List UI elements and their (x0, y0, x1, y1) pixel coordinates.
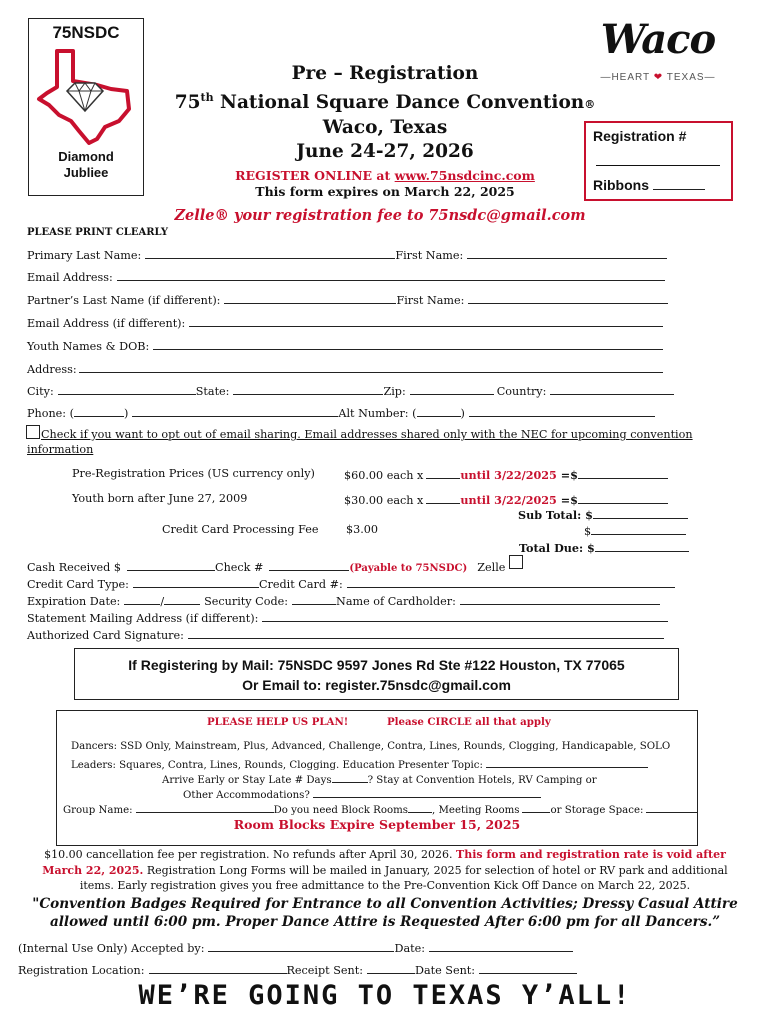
partner-first-name-field[interactable] (468, 292, 668, 304)
youth-amount-field[interactable] (578, 492, 668, 504)
address-field[interactable] (79, 361, 663, 373)
register-online-link[interactable]: www.75nsdcinc.com (394, 168, 535, 183)
cardholder-field[interactable] (460, 593, 660, 605)
total-due-row: Total Due: $ (519, 540, 689, 555)
city-row: City: State: Zip: Country: (27, 383, 674, 398)
internal-location-row: Registration Location: Receipt Sent: Date Sent: (18, 962, 577, 977)
plan-help: PLEASE HELP US PLAN! (207, 716, 349, 728)
youth-field[interactable] (153, 338, 663, 350)
arrive-row: Arrive Early or Stay Late # Days ? Stay at Convention Hotels, RV Camping or (162, 771, 597, 786)
notes-line-3: items. Early registration gives you free admittance to the Pre-Convention Kick Off Dance on March 22, 2025. (79, 879, 691, 892)
registration-number-label: Registration # (593, 128, 687, 144)
receipt-sent-field[interactable] (367, 962, 415, 974)
logo-subtitle-2: Jubliee (63, 165, 109, 180)
cc-fee-amount: $3.00 (346, 523, 379, 536)
notes-line-2: March 22, 2025. Registration Long Forms will be mailed in January, 2025 for selection of hotel or RV park and additional (42, 863, 728, 877)
pre-registration-calc: $60.00 each x until 3/22/2025 =$ (344, 467, 668, 482)
card-type-field[interactable] (133, 576, 259, 588)
date-sent-field[interactable] (479, 962, 577, 974)
waco-tag-left: HEART (611, 72, 650, 83)
page-title (150, 62, 620, 163)
phone-area-field[interactable] (74, 405, 124, 417)
expiry-row: Expiration Date: / Security Code: Name of Cardholder: (27, 593, 660, 608)
total-due-field[interactable] (595, 540, 689, 552)
mail-box (74, 648, 679, 700)
leaders-row (71, 756, 648, 771)
cash-field[interactable] (127, 559, 215, 571)
form-expiry: This form expires on March 22, 2025 (255, 184, 515, 199)
city-field[interactable] (58, 383, 196, 395)
pre-registration-label: Pre-Registration Prices (US currency only) (72, 467, 315, 480)
youth-row: Youth Names & DOB: (27, 338, 663, 353)
badge-note-1: "Convention Badges Required for Entrance to all Convention Activities; Dressy Casual Attire (32, 896, 738, 912)
badge-note (20, 895, 750, 931)
internal-date-field[interactable] (429, 940, 573, 952)
primary-first-name-field[interactable] (467, 247, 667, 259)
registration-number-line[interactable] (596, 165, 720, 166)
pre-registration-amount-field[interactable] (578, 467, 668, 479)
dancers-options[interactable]: Dancers: SSD Only, Mainstream, Plus, Advanced, Challenge, Contra, Lines, Rounds, Clogging, Handicapable, SOLO (71, 741, 671, 752)
ribbons-row: Ribbons (593, 177, 705, 193)
footer-slogan: WE’RE GOING TO TEXAS Y’ALL! (138, 980, 632, 1011)
cash-row: Cash Received $ Check # (Payable to 75NSDC) Zelle (27, 561, 506, 574)
primary-last-name-field[interactable] (145, 247, 395, 259)
email-field[interactable] (117, 269, 665, 281)
alt-number-field[interactable] (469, 405, 655, 417)
other-row: Other Accommodations? (183, 786, 541, 801)
partner-last-name-field[interactable] (224, 292, 396, 304)
zip-field[interactable] (410, 383, 494, 395)
group-name-field[interactable] (136, 801, 274, 813)
plan-circle: Please CIRCLE all that apply (387, 716, 551, 728)
partner-row: Partner’s Last Name (if different): First Name: (27, 292, 668, 307)
waco-tagline: —HEART ❤ TEXAS— (600, 72, 716, 83)
texas-map-icon (35, 47, 137, 147)
optout-text-1: Check if you want to opt out of email sharing. Email addresses shared only with the NEC for upcoming convention (41, 428, 693, 441)
email-row: Email Address: (27, 269, 665, 284)
card-number-field[interactable] (347, 576, 675, 588)
zelle-note: Zelle® your registration fee to 75nsdc@gmail.com (174, 207, 586, 224)
heart-icon: ❤ (653, 72, 664, 83)
plan-box (56, 710, 698, 846)
cc-fee-row: $ (584, 523, 686, 538)
phone-field[interactable] (132, 405, 338, 417)
notes-line-1: $10.00 cancellation fee per registration. No refunds after April 30, 2026. This form and registration rate is void after (44, 848, 726, 861)
register-online: REGISTER ONLINE at www.75nsdcinc.com (235, 168, 535, 183)
zelle-checkbox[interactable] (509, 555, 523, 569)
block-rooms-field[interactable] (408, 801, 432, 813)
other-accommodations-field[interactable] (313, 786, 541, 798)
registration-location-field[interactable] (149, 962, 287, 974)
mail-email: Or Email to: register.75nsdc@gmail.com (242, 677, 511, 693)
youth-price-calc: $30.00 each x until 3/22/2025 =$ (344, 492, 668, 507)
logo-title: 75NSDC (52, 23, 120, 42)
youth-price-label: Youth born after June 27, 2009 (72, 492, 248, 505)
primary-name-row: Primary Last Name: First Name: (27, 247, 667, 262)
leaders-options[interactable]: Leaders: Squares, Contra, Lines, Rounds, Clogging. Education Presenter Topic: (71, 760, 483, 771)
signature-row: Authorized Card Signature: (27, 627, 664, 642)
email2-field[interactable] (189, 315, 663, 327)
internal-accepted-row: (Internal Use Only) Accepted by: Date: (18, 940, 573, 955)
optout-text-2: information (27, 443, 94, 456)
state-field[interactable] (233, 383, 383, 395)
pre-registration-qty-field[interactable] (426, 467, 460, 479)
logo-subtitle-1: Diamond (58, 149, 114, 164)
subtotal-field[interactable] (593, 507, 688, 519)
mailing-address-field[interactable] (262, 610, 668, 622)
days-field[interactable] (332, 771, 368, 783)
group-row: Group Name: Do you need Block Rooms , Meeting Rooms or Storage Space: (63, 801, 698, 816)
title-line-1: Pre – Registration (291, 63, 479, 84)
cc-fee-label: Credit Card Processing Fee (162, 523, 319, 536)
optout-checkbox[interactable] (26, 425, 40, 439)
waco-script: Waco (600, 16, 716, 63)
storage-field[interactable] (646, 801, 698, 813)
country-field[interactable] (550, 383, 674, 395)
exp-year-field[interactable] (164, 593, 200, 605)
cc-fee-field[interactable] (591, 523, 686, 535)
presenter-topic-field[interactable] (486, 756, 648, 768)
mailing-row: Statement Mailing Address (if different): (27, 610, 668, 625)
card-row: Credit Card Type: Credit Card #: (27, 576, 675, 591)
meeting-rooms-field[interactable] (522, 801, 550, 813)
badge-note-2: allowed until 6:00 pm. Proper Dance Attire is Requested After 6:00 pm for all Dancers.” (49, 914, 721, 930)
waco-tag-right: TEXAS (666, 72, 705, 83)
mail-address: If Registering by Mail: 75NSDC 9597 Jones Rd Ste #122 Houston, TX 77065 (128, 657, 625, 673)
address-row: Address: (27, 361, 663, 376)
subtotal-row: Sub Total: $ (518, 507, 688, 522)
youth-qty-field[interactable] (426, 492, 460, 504)
exp-month-field[interactable] (124, 593, 160, 605)
phone-row: Phone: ( ) Alt Number: ( ) (27, 405, 655, 420)
title-line-4: June 24-27, 2026 (296, 140, 474, 162)
check-field[interactable] (269, 559, 349, 571)
room-blocks-expire: Room Blocks Expire September 15, 2025 (233, 817, 521, 832)
registration-box (584, 121, 733, 201)
alt-area-field[interactable] (417, 405, 461, 417)
logo-subtitle (29, 149, 143, 181)
accepted-by-field[interactable] (208, 940, 394, 952)
notes (20, 847, 750, 894)
signature-field[interactable] (188, 627, 664, 639)
convention-logo (28, 18, 144, 196)
print-clearly: PLEASE PRINT CLEARLY (27, 227, 169, 238)
title-line-3: Waco, Texas (322, 117, 448, 139)
title-line-2: 75th National Square Dance Convention® (174, 90, 596, 113)
email2-row: Email Address (if different): (27, 315, 663, 330)
security-code-field[interactable] (292, 593, 336, 605)
